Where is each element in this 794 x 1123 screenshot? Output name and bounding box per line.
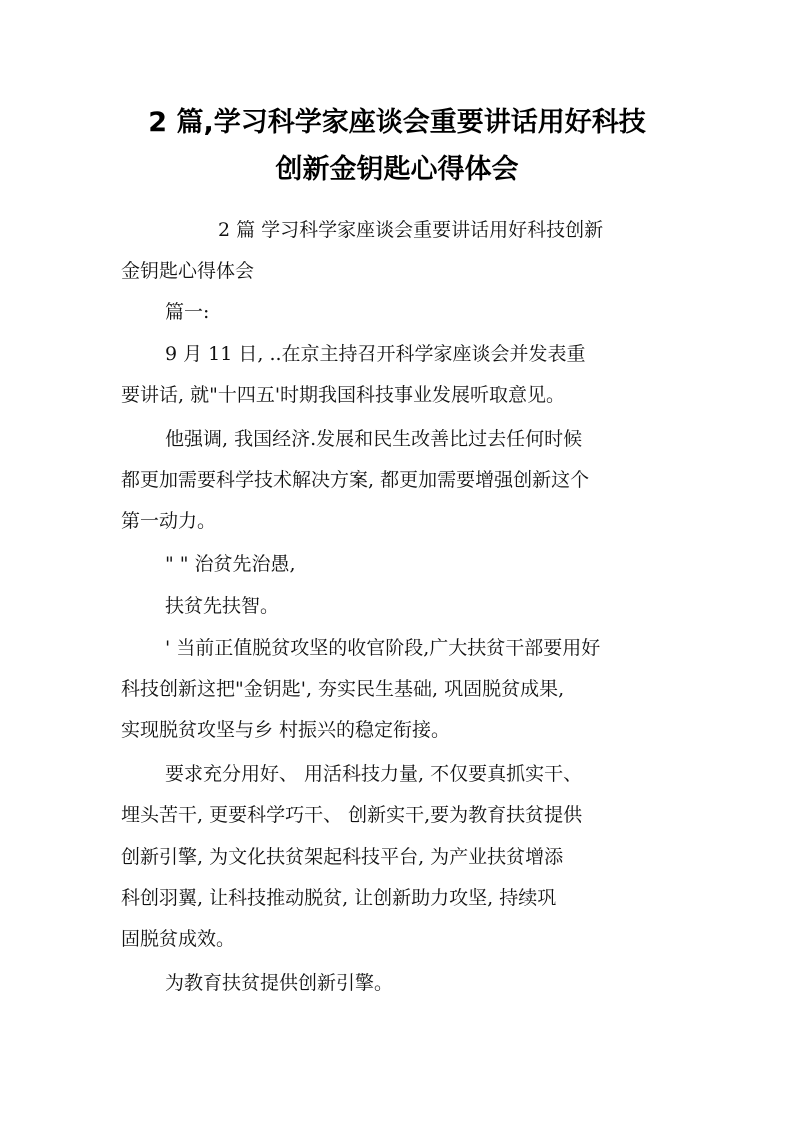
document-title-line-2: 创新金钥匙心得体会: [275, 154, 519, 185]
body-line-10: 扶贫先扶智。: [165, 595, 280, 617]
body-line-11: ' 当前正值脱贫攻坚的收官阶段,广大扶贫干部要用好: [165, 637, 601, 659]
body-line-18: 固脱贫成效。: [121, 928, 236, 950]
body-line-4: 9 月 11 日, ..在京主持召开科学家座谈会并发表重: [165, 343, 586, 365]
body-line-13: 实现脱贫攻坚与乡 村振兴的稳定衔接。: [121, 719, 451, 741]
body-line-12: 科技创新这把"金钥匙', 夯实民生基础, 巩固脱贫成果,: [121, 678, 565, 700]
section-heading: 篇一:: [165, 301, 210, 323]
body-line-14: 要求充分用好、 用活科技力量, 不仅要真抓实干、: [165, 763, 583, 785]
body-line-7: 都更加需要科学技术解决方案, 都更加需要增强创新这个: [121, 469, 590, 491]
body-line-8: 第一动力。: [121, 510, 217, 532]
document-title-line-1: 2 篇,学习科学家座谈会重要讲话用好科技: [148, 107, 646, 138]
body-line-19: 为教育扶贫提供创新引擎。: [165, 972, 394, 994]
body-line-5: 要讲话, 就"十四五'时期我国科技事业发展听取意见。: [121, 384, 566, 406]
body-line-15: 埋头苦干, 更要科学巧干、 创新实干,要为教育扶贫提供: [121, 804, 583, 826]
body-line-1: 2 篇 学习科学家座谈会重要讲话用好科技创新: [218, 219, 604, 241]
body-line-17: 科创羽翼, 让科技推动脱贫, 让创新助力攻坚, 持续巩: [121, 887, 557, 909]
body-line-6: 他强调, 我国经济.发展和民生改善比过去任何时候: [165, 428, 583, 450]
body-line-9: " " 治贫先治愚,: [165, 553, 296, 575]
body-line-16: 创新引擎, 为文化扶贫架起科技平台, 为产业扶贫增添: [121, 846, 564, 868]
body-line-2: 金钥匙心得体会: [121, 260, 255, 282]
